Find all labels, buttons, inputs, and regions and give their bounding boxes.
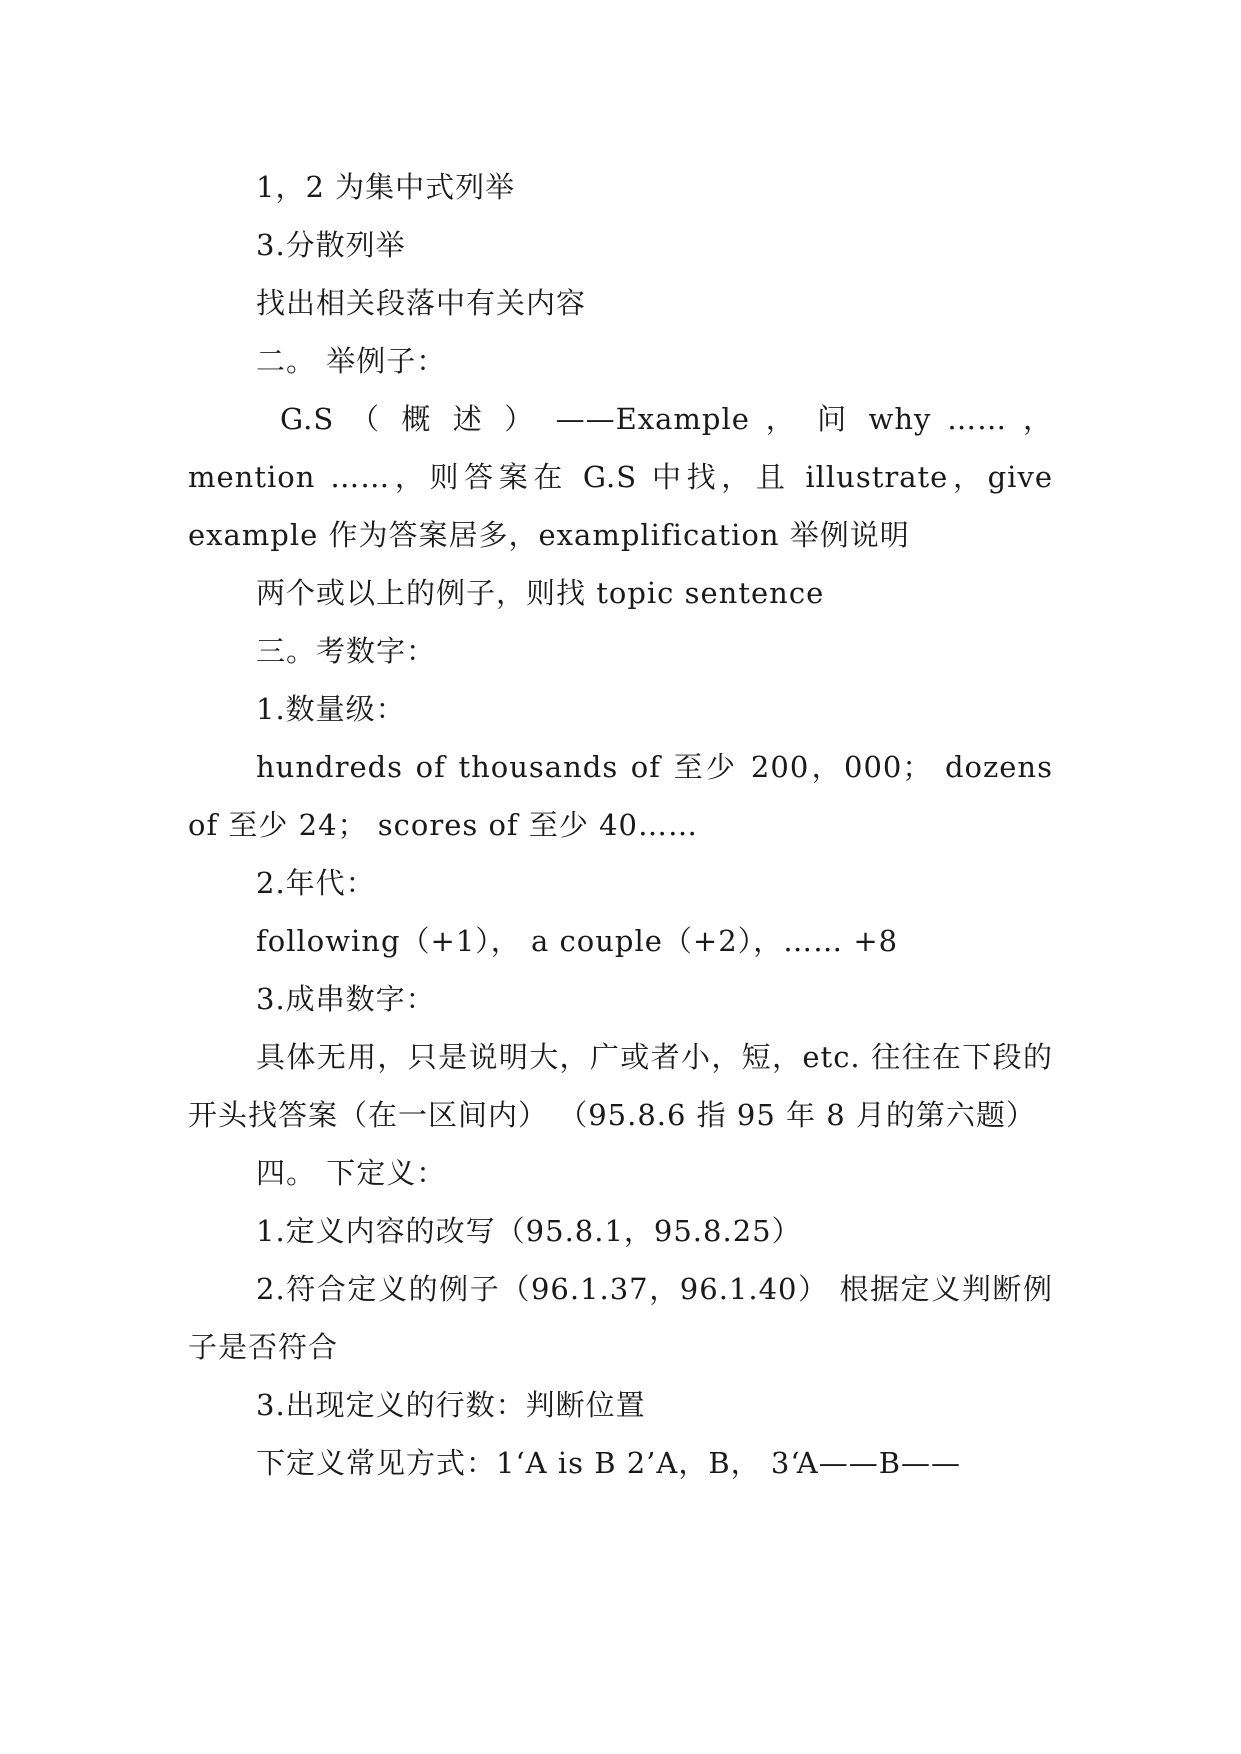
paragraph-18: 下定义常见方式：1‘A is B 2’A，B， 3‘A——B—— xyxy=(256,1446,962,1480)
paragraph-12: 3.成串数字： xyxy=(256,982,436,1016)
paragraph-13: 具体无用，只是说明大，广或者小，短，etc. 往往在下段的开头找答案（在一区间内） （95.8.6 指 95 年 8 月的第六题） xyxy=(188,1040,1053,1132)
paragraph-14: 四。 下定义： xyxy=(256,1156,447,1190)
paragraph-15: 1.定义内容的改写（95.8.1，95.8.25） xyxy=(256,1214,802,1248)
paragraph-10: 2.年代： xyxy=(256,866,376,900)
paragraph-16: 2.符合定义的例子（96.1.37，96.1.40） 根据定义判断例子是否符合 xyxy=(188,1272,1053,1364)
paragraph-8: 1.数量级： xyxy=(256,692,406,726)
paragraph-3: 找出相关段落中有关内容 xyxy=(256,286,587,320)
paragraph-11: following（+1）， a couple（+2），…… +8 xyxy=(256,924,899,958)
paragraph-17: 3.出现定义的行数：判断位置 xyxy=(256,1388,646,1422)
paragraph-6: 两个或以上的例子，则找 topic sentence xyxy=(256,576,825,610)
paragraph-1: 1，2 为集中式列举 xyxy=(256,170,516,204)
paragraph-2: 3.分散列举 xyxy=(256,228,406,262)
paragraph-5: G.S （ 概 述 ） ——Example ， 问 why …… ， mention ……，则答案在 G.S 中找，且 illustrate，give example 作为答案居多，examplification 举例说明 xyxy=(188,402,1053,552)
paragraph-4: 二。 举例子： xyxy=(256,344,447,378)
document-body xyxy=(188,158,1053,1492)
paragraph-9: hundreds of thousands of 至少 200，000； dozens of 至少 24； scores of 至少 40…… xyxy=(188,750,1053,842)
paragraph-7: 三。考数字： xyxy=(256,634,437,668)
